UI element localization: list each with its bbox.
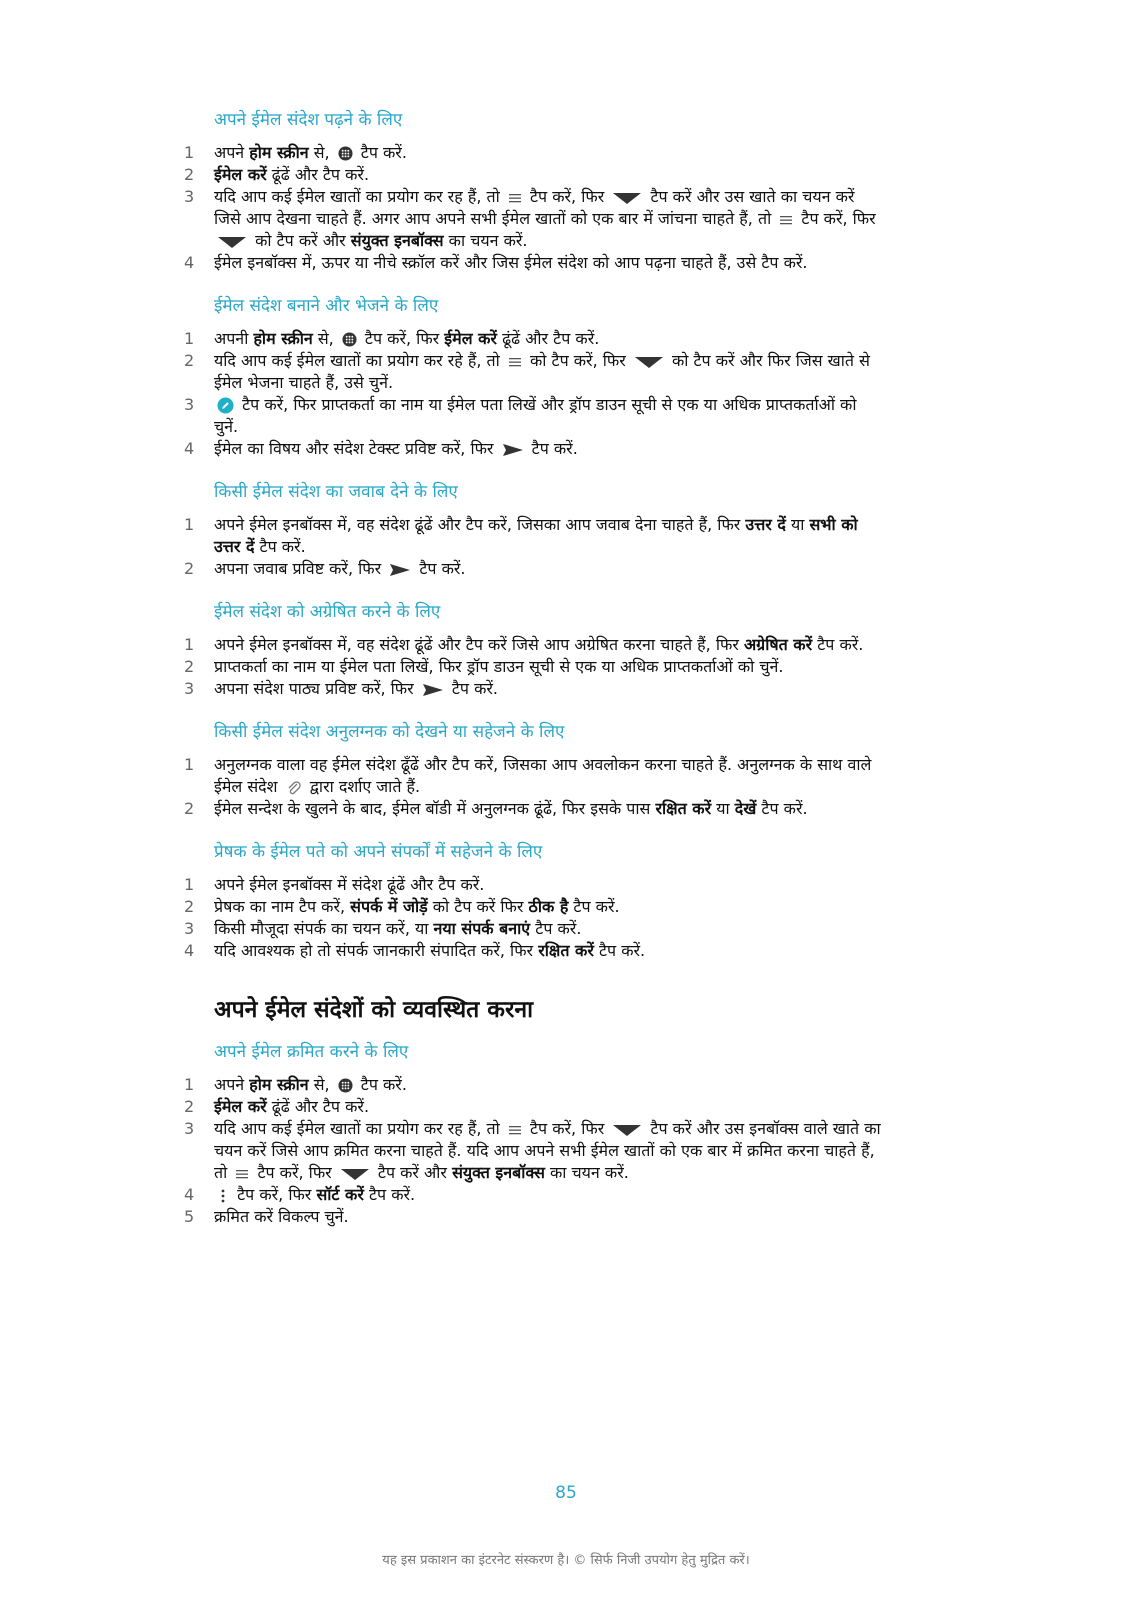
ui-term: सॉर्ट करें	[316, 1185, 364, 1204]
step-text-part: यदि आप कई ईमेल खातों का प्रयोग कर रह हैं, तो	[214, 187, 505, 206]
step-text	[214, 164, 884, 186]
step-number: 2	[184, 165, 195, 184]
step-text	[214, 754, 884, 798]
step-text-part: किसी मौजूदा संपर्क का चयन करें, या	[214, 919, 434, 938]
step-number: 2	[184, 657, 195, 676]
step-number: 2	[184, 897, 195, 916]
apps-grid-icon	[342, 332, 357, 347]
step-number: 3	[184, 919, 195, 938]
step-text-part: का चयन करें.	[544, 1163, 629, 1182]
ui-term: होम स्क्रीन	[249, 143, 309, 162]
send-icon	[389, 563, 411, 577]
step-number: 1	[184, 755, 195, 774]
step-text-part: टैप करें.	[355, 143, 407, 162]
instruction-section	[184, 720, 884, 820]
step-text-part: ढूंढें और टैप करें.	[496, 329, 600, 348]
step-text-part: टैप करें, फिर	[524, 187, 610, 206]
steps-list	[184, 1074, 884, 1228]
step-text-part: ईमेल सन्देश के खुलने के बाद, ईमेल बॉडी में अनुलग्नक ढूंढें, फिर इसके पास	[214, 799, 656, 818]
sections-group-2	[184, 1040, 884, 1228]
step-number: 4	[184, 253, 195, 272]
step-text	[214, 678, 884, 700]
step-item	[184, 874, 884, 896]
step-number: 1	[184, 875, 195, 894]
page-number: 85	[555, 1483, 577, 1503]
step-text-part: को टैप करें और	[250, 231, 351, 250]
step-text-part: टैप करें.	[593, 941, 646, 960]
step-number: 2	[184, 799, 195, 818]
ui-term: होम स्क्रीन	[249, 1075, 309, 1094]
step-item	[184, 1096, 884, 1118]
dropdown-arrow-icon	[340, 1167, 370, 1181]
step-text	[214, 1184, 884, 1206]
instruction-section	[184, 108, 884, 274]
step-text	[214, 350, 884, 394]
ui-term: ईमेल करें	[214, 165, 267, 184]
step-text	[214, 1096, 884, 1118]
step-text	[214, 328, 884, 350]
menu-icon	[508, 356, 522, 368]
step-item	[184, 634, 884, 656]
ui-term: रक्षित करें	[655, 799, 712, 818]
step-text-part: टैप करें.	[812, 635, 864, 654]
step-text-part: अपने ईमेल इनबॉक्स में, वह संदेश ढूंढें और टैप करें, जिसका आप जवाब देना चाहते हैं, फिर	[214, 515, 746, 534]
section-title: किसी ईमेल संदेश अनुलग्नक को देखने या सहेजने के लिए	[214, 722, 565, 742]
step-text-part: टैप करें, फिर	[252, 1163, 337, 1182]
ui-term: देखें	[734, 799, 757, 818]
page-content	[184, 108, 884, 1248]
step-item	[184, 394, 884, 438]
step-number: 2	[184, 559, 195, 578]
step-number: 3	[184, 187, 195, 206]
step-number: 3	[184, 395, 195, 414]
ui-term: ईमेल करें	[214, 1097, 267, 1116]
apps-grid-icon	[338, 1078, 353, 1093]
step-text-part: ईमेल का विषय और संदेश टेक्स्ट प्रविष्ट करें, फिर	[214, 439, 499, 458]
step-text	[214, 252, 884, 274]
step-text-part: को टैप करें फिर	[427, 897, 529, 916]
steps-list	[184, 328, 884, 460]
step-text-part: द्वारा दर्शाए जाते हैं.	[304, 777, 421, 796]
step-text-part: टैप करें.	[526, 439, 578, 458]
step-text-part: टैप करें.	[530, 919, 582, 938]
menu-icon	[508, 192, 522, 204]
step-text-part: अपना जवाब प्रविष्ट करें, फिर	[214, 559, 387, 578]
step-text	[214, 394, 884, 438]
step-text-part: अपने ईमेल इनबॉक्स में, वह संदेश ढूंढें और टैप करें जिसे आप अग्रेषित करना चाहते हैं, फिर	[214, 635, 744, 654]
step-text-part: या	[711, 799, 735, 818]
step-text	[214, 1074, 884, 1096]
step-item	[184, 1074, 884, 1096]
footer-note: यह इस प्रकाशन का इंटरनेट संस्करण है। © सिर्फ निजी उपयोग हेतु मुद्रित करें।	[382, 1553, 750, 1568]
steps-list	[184, 874, 884, 962]
step-text	[214, 634, 884, 656]
step-text	[214, 798, 884, 820]
step-item	[184, 896, 884, 918]
menu-icon	[508, 1124, 522, 1136]
step-text-part: टैप करें.	[446, 679, 499, 698]
step-text-part: टैप करें.	[355, 1075, 407, 1094]
step-number: 3	[184, 1119, 195, 1138]
step-text-part: टैप करें, फिर	[359, 329, 445, 348]
step-number: 4	[184, 1185, 195, 1204]
instruction-section	[184, 600, 884, 700]
step-number: 1	[184, 1075, 195, 1094]
instruction-section	[184, 1040, 884, 1228]
compose-icon	[217, 397, 234, 414]
step-text-part: या	[785, 515, 810, 534]
step-item	[184, 678, 884, 700]
step-text	[214, 558, 884, 580]
ui-term: होम स्क्रीन	[253, 329, 313, 348]
section-title: ईमेल संदेश बनाने और भेजने के लिए	[214, 296, 439, 316]
step-text-part: अनुलग्नक वाला वह ईमेल संदेश ढूँढें और टैप करें, जिसका आप अवलोकन करना चाहते हैं. अनुलग्नक के साथ वाले ईमेल संदेश	[214, 755, 872, 796]
menu-icon	[235, 1168, 249, 1180]
step-item	[184, 1206, 884, 1228]
step-text	[214, 1206, 884, 1228]
step-item	[184, 918, 884, 940]
step-text-part: का चयन करें.	[443, 231, 528, 250]
step-item	[184, 656, 884, 678]
step-item	[184, 350, 884, 394]
steps-list	[184, 142, 884, 274]
step-item	[184, 798, 884, 820]
instruction-section	[184, 480, 884, 580]
step-text-part: यदि आप कई ईमेल खातों का प्रयोग कर रहे हैं, तो	[214, 351, 505, 370]
ui-term: रक्षित करें	[538, 941, 594, 960]
section-title: अपने ईमेल संदेश पढ़ने के लिए	[214, 110, 403, 130]
step-text	[214, 656, 884, 678]
step-text-part: से,	[308, 143, 335, 162]
step-text-part: ईमेल इनबॉक्स में, ऊपर या नीचे स्क्रॉल करें और जिस ईमेल संदेश को आप पढ़ना चाहते हैं, उसे टैप करें.	[214, 253, 808, 272]
step-text	[214, 142, 884, 164]
step-item	[184, 514, 884, 558]
dropdown-arrow-icon	[612, 191, 642, 205]
section-title: ईमेल संदेश को अग्रेषित करने के लिए	[214, 602, 441, 622]
more-options-icon	[217, 1188, 229, 1204]
step-item	[184, 186, 884, 252]
step-number: 1	[184, 635, 195, 654]
step-item	[184, 1118, 884, 1184]
step-text-part: टैप करें, फिर	[796, 209, 876, 228]
step-number: 1	[184, 515, 195, 534]
section-title: किसी ईमेल संदेश का जवाब देने के लिए	[214, 482, 458, 502]
step-text	[214, 918, 884, 940]
send-icon	[422, 683, 444, 697]
step-item	[184, 142, 884, 164]
step-text-part: यदि आप कई ईमेल खातों का प्रयोग कर रह हैं, तो	[214, 1119, 505, 1138]
step-text	[214, 186, 884, 252]
ui-term: संपर्क में जोड़ें	[350, 897, 428, 916]
step-text-part: टैप करें और	[372, 1163, 453, 1182]
step-number: 2	[184, 351, 195, 370]
ui-term: संयुक्त इनबॉक्स	[452, 1163, 545, 1182]
ui-term: संयुक्त इनबॉक्स	[350, 231, 444, 250]
step-text-part: ढूंढें और टैप करें.	[266, 1097, 370, 1116]
ui-term: अग्रेषित करें	[743, 635, 813, 654]
step-text-part: टैप करें.	[414, 559, 466, 578]
step-text-part: से,	[312, 329, 339, 348]
section-title: अपने ईमेल क्रमित करने के लिए	[214, 1042, 409, 1062]
step-text	[214, 1118, 884, 1184]
ui-term: उत्तर दें	[745, 515, 786, 534]
ui-term: ठीक है	[528, 897, 569, 916]
ui-term: सभी को उत्तर दें	[214, 515, 858, 556]
step-text-part: अपने ईमेल इनबॉक्स में संदेश ढूंढें और टैप करें.	[214, 875, 485, 894]
step-text-part: टैप करें और उस खाते का चयन करें जिसे आप देखना चाहते हैं. अगर आप अपने सभी ईमेल खातों को एक बार में जांचना चाहते हैं, तो	[214, 187, 855, 228]
step-item	[184, 940, 884, 962]
steps-list	[184, 514, 884, 580]
step-item	[184, 438, 884, 460]
step-text-part: को टैप करें और फिर जिस खाते से ईमेल भेजना चाहते हैं, उसे चुनें.	[214, 351, 870, 392]
step-text-part: प्राप्तकर्ता का नाम या ईमेल पता लिखें, फिर ड्रॉप डाउन सूची से एक या अधिक प्राप्तकर्ताओं को चुनें.	[214, 657, 784, 676]
step-text-part: टैप करें.	[254, 537, 306, 556]
step-text-part: टैप करें और उस इनबॉक्स वाले खाते का चयन करें जिसे आप क्रमित करना चाहते हैं. यदि आप अपने सभी ईमेल खातों को एक बार में क्रमित करना चाहते हैं, तो	[214, 1119, 881, 1182]
step-text-part: अपना संदेश पाठ्य प्रविष्ट करें, फिर	[214, 679, 419, 698]
step-text-part: टैप करें.	[756, 799, 808, 818]
steps-list	[184, 634, 884, 700]
step-item	[184, 754, 884, 798]
step-item	[184, 164, 884, 186]
step-item	[184, 252, 884, 274]
dropdown-arrow-icon	[612, 1123, 642, 1137]
step-text	[214, 438, 884, 460]
step-text-part: टैप करें.	[568, 897, 620, 916]
step-text-part: टैप करें, फिर	[524, 1119, 610, 1138]
step-text-part: अपनी	[214, 329, 254, 348]
apps-grid-icon	[338, 146, 353, 161]
step-text-part: ढूंढें और टैप करें.	[266, 165, 370, 184]
instruction-section	[184, 840, 884, 962]
ui-term: ईमेल करें	[444, 329, 497, 348]
step-text-part: टैप करें, फिर	[232, 1185, 317, 1204]
step-text-part: यदि आवश्यक हो तो संपर्क जानकारी संपादित करें, फिर	[214, 941, 539, 960]
attachment-icon	[286, 780, 302, 796]
sections-group-1	[184, 108, 884, 962]
send-icon	[502, 443, 524, 457]
step-text	[214, 896, 884, 918]
step-text-part: क्रमित करें विकल्प चुनें.	[214, 1207, 349, 1226]
step-text-part: अपने	[214, 143, 250, 162]
dropdown-arrow-icon	[217, 235, 247, 249]
step-item	[184, 1184, 884, 1206]
step-number: 1	[184, 143, 195, 162]
step-number: 1	[184, 329, 195, 348]
step-text-part: से,	[308, 1075, 335, 1094]
step-item	[184, 558, 884, 580]
instruction-section	[184, 294, 884, 460]
step-text-part: को टैप करें, फिर	[524, 351, 631, 370]
step-text	[214, 874, 884, 896]
step-text	[214, 940, 884, 962]
ui-term: नया संपर्क बनाएं	[433, 919, 531, 938]
step-number: 4	[184, 439, 195, 458]
step-number: 5	[184, 1207, 195, 1226]
step-text	[214, 514, 884, 558]
step-text-part: टैप करें, फिर प्राप्तकर्ता का नाम या ईमेल पता लिखें और ड्रॉप डाउन सूची से एक या अधिक प्राप्तकर्ताओं को चुनें.	[214, 395, 857, 436]
step-number: 3	[184, 679, 195, 698]
step-text-part: टैप करें.	[363, 1185, 416, 1204]
main-heading: अपने ईमेल संदेशों को व्यवस्थित करना	[214, 997, 534, 1023]
step-number: 4	[184, 941, 195, 960]
step-text-part: प्रेषक का नाम टैप करें,	[214, 897, 351, 916]
step-item	[184, 328, 884, 350]
section-title: प्रेषक के ईमेल पते को अपने संपर्कों में सहेजने के लिए	[214, 842, 543, 862]
menu-icon	[779, 214, 793, 226]
step-number: 2	[184, 1097, 195, 1116]
dropdown-arrow-icon	[634, 355, 664, 369]
step-text-part: अपने	[214, 1075, 250, 1094]
steps-list	[184, 754, 884, 820]
